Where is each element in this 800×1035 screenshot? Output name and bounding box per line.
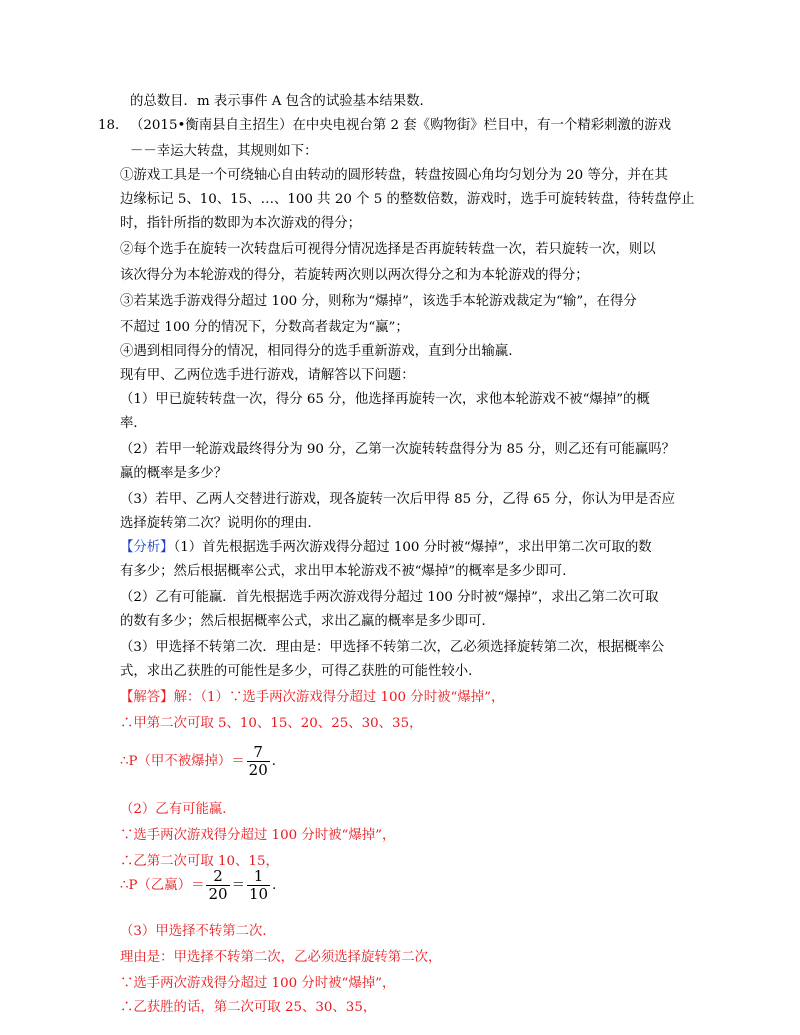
text-line: 赢的概率是多少？ [120,466,228,481]
probability-label: ∴P（乙赢）＝ [120,878,205,893]
probability-line-2 [120,868,285,903]
text-line: 有多少；然后根据概率公式，求出甲本轮游戏不被“爆掉”的概率是多少即可． [120,564,576,579]
fraction-numerator: 1 [253,867,264,885]
text-line: 选择旋转第二次？说明你的理由． [120,516,321,531]
text-line: （2015•衡南县自主招生）在中央电视台第 2 套《购物街》栏目中，有一个精彩刺激的游戏 [130,118,672,133]
text-line: 率． [120,416,147,431]
analysis-text: （1）首先根据选手两次游戏得分超过 100 分时被“爆掉”，求出甲第二次可取的数 [173,540,652,555]
period: ． [271,754,286,769]
text-line: 该次得分为本轮游戏的得分，若旋转两次则以两次得分之和为本轮游戏的得分； [120,268,589,283]
fraction-denominator: 20 [208,885,228,903]
text-line: （3）若甲、乙两人交替进行游戏，现各旋转一次后甲得 85 分，乙得 65 分，你认为甲是否应 [120,492,676,507]
solution-text: 解：（1）∵选手两次游戏得分超过 100 分时被“爆掉”， [173,690,505,705]
text-line: 边缘标记 5、10、15、…、100 共 20 个 5 的整数倍数，游戏时，选手可旋转转盘，待转盘停止 [120,192,695,207]
text-line: 理由是：甲选择不转第二次，乙必须选择旋转第二次， [120,950,442,965]
probability-label: ∴P（甲不被爆掉）＝ [120,754,245,769]
text-line: 式，求出乙获胜的可能性是多少，可得乙获胜的可能性较小． [120,664,482,679]
text-line: －－幸运大转盘，其规则如下： [130,144,318,159]
text-line: （2）乙有可能赢．首先根据选手两次游戏得分超过 100 分时被“爆掉”，求出乙第二次可取 [120,590,659,605]
fraction-denominator: 10 [248,885,269,903]
text-line: ∴甲第二次可取 5、10、15、20、25、30、35， [120,716,423,731]
text-line: 不超过 100 分的情况下，分数高者裁定为“赢”； [120,320,409,335]
text-line: ∵选手两次游戏得分超过 100 分时被“爆掉”， [120,976,396,991]
fraction-numerator: 2 [213,867,223,885]
fraction [247,744,270,779]
text-line: （3）甲选择不转第二次．理由是：甲选择不转第二次，乙必须选择旋转第二次，根据概率公 [120,640,665,655]
text-line: （2）若甲一轮游戏最终得分为 90 分，乙第一次旋转转盘得分为 85 分，则乙还有可能赢吗？ [120,442,676,457]
question-number: 18． [98,118,129,133]
fraction-numerator: 7 [253,743,263,761]
period: ． [272,878,286,893]
text-line: ④遇到相同得分的情况，相同得分的选手重新游戏，直到分出输赢． [120,344,522,359]
probability-line-1 [120,744,285,779]
fraction-denominator: 20 [248,761,268,779]
text-line: 现有甲、乙两位选手进行游戏，请解答以下问题： [120,368,415,383]
text-line: 的总数目．m 表示事件 A 包含的试验基本结果数． [130,94,433,109]
text-line: ②每个选手在旋转一次转盘后可视得分情况选择是否再旋转转盘一次，若只旋转一次，则以 [120,242,656,257]
text-line: ∴乙获胜的话，第二次可取 25、30、35， [120,1000,377,1015]
equals-sign: ＝ [231,878,245,893]
text-line: ①游戏工具是一个可绕轴心自由转动的圆形转盘，转盘按圆心角均匀划分为 20 等分，并在其 [120,168,668,183]
solution-line [120,688,504,708]
fraction [206,868,229,903]
text-line: （1）甲已旋转转盘一次，得分 65 分，他选择再旋转一次，求他本轮游戏不被“爆掉”的概 [120,392,650,407]
analysis-tag: 【分析】 [120,540,174,555]
text-line: 时，指针所指的数即为本次游戏的得分； [120,216,362,231]
text-line: 的数有多少；然后根据概率公式，求出乙赢的概率是多少即可． [120,614,495,629]
text-line: ∴乙第二次可取 10、15， [120,854,279,869]
fraction [247,868,270,903]
text-line: （3）甲选择不转第二次． [120,924,276,939]
text-line: ∵选手两次游戏得分超过 100 分时被“爆掉”， [120,828,396,843]
analysis-line [120,538,652,558]
solution-tag: 【解答】 [120,690,174,705]
text-line: ③若某选手游戏得分超过 100 分，则称为“爆掉”，该选手本轮游戏裁定为“输”，在得分 [120,294,637,309]
text-line: （2）乙有可能赢． [120,802,236,817]
